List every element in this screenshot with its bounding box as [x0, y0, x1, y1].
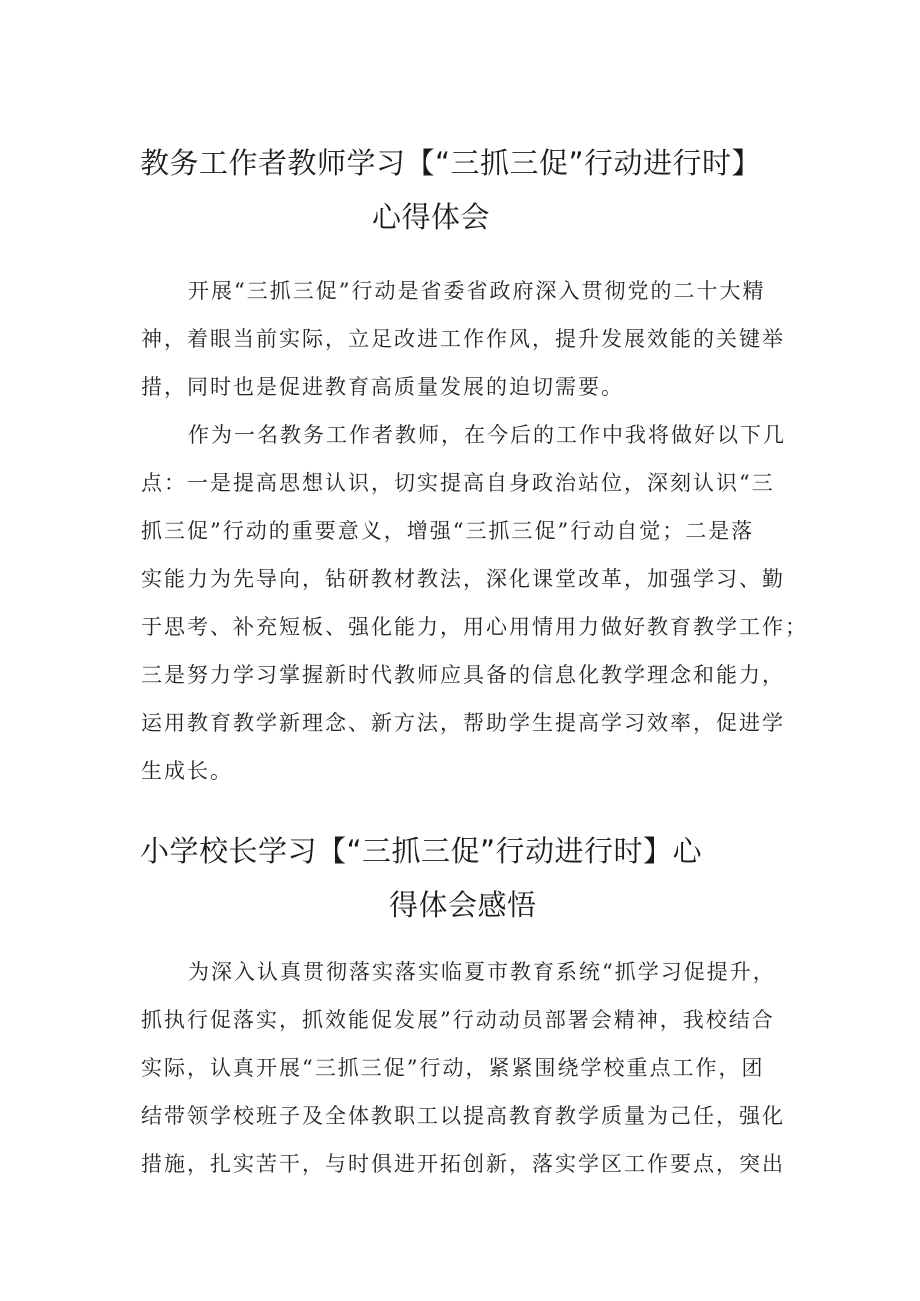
paragraph-line: 生成长。 — [141, 759, 233, 783]
section1-title-line2: 心得体会 — [372, 200, 491, 234]
paragraph-line: 结带领学校班子及全体教职工以提高教育教学质量为己任，强化 — [141, 1104, 785, 1128]
paragraph-line: 抓执行促落实，抓效能促发展”行动动员部署会精神，我校结合 — [141, 1008, 775, 1032]
paragraph-line: 运用教育教学新理念、新方法，帮助学生提高学习效率，促进学 — [141, 711, 785, 735]
section2-title-line1: 小学校长学习【“三抓三促”行动进行时】心 — [140, 834, 703, 868]
section2-title-line2: 得体会感悟 — [389, 888, 537, 922]
paragraph-line: 实际，认真开展“三抓三促”行动，紧紧围绕学校重点工作，团 — [141, 1056, 765, 1080]
paragraph-line: 抓三促”行动的重要意义，增强“三抓三促”行动自觉；二是落 — [141, 519, 755, 543]
paragraph-line: 措，同时也是促进教育高质量发展的迫切需要。 — [141, 375, 624, 399]
paragraph-line: 为深入认真贯彻落实落实临夏市教育系统“抓学习促提升， — [188, 960, 776, 984]
paragraph-line: 措施，扎实苦干，与时俱进开拓创新，落实学区工作要点，突出 — [141, 1152, 785, 1176]
paragraph-line: 三是努力学习掌握新时代教师应具备的信息化教学理念和能力， — [141, 663, 785, 687]
paragraph-line: 作为一名教务工作者教师，在今后的工作中我将做好以下几 — [188, 423, 786, 447]
paragraph-line: 于思考、补充短板、强化能力，用心用情用力做好教育教学工作； — [141, 615, 808, 639]
paragraph-line: 点：一是提高思想认识，切实提高自身政治站位，深刻认识“三 — [141, 471, 775, 495]
paragraph-line: 神，着眼当前实际，立足改进工作作风，提升发展效能的关键举 — [141, 327, 785, 351]
paragraph-line: 开展“三抓三促”行动是省委省政府深入贯彻党的二十大精 — [188, 279, 766, 303]
section1-title-line1: 教务工作者教师学习【“三抓三促”行动进行时】 — [140, 146, 762, 180]
paragraph-line: 实能力为先导向，钻研教材教法，深化课堂改革，加强学习、勤 — [141, 567, 785, 591]
